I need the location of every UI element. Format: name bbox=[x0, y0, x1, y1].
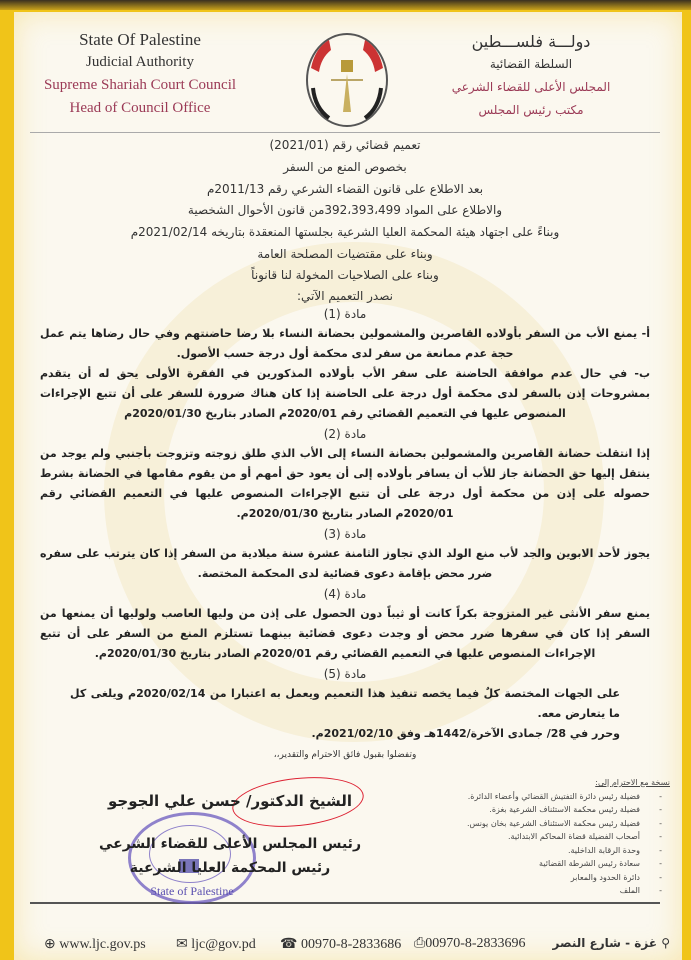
article-paragraph bbox=[40, 324, 650, 364]
article-text-line: درجة على أن تتبع الإجراءات المنصوص عليها في التعميم القضائي رقم 2020/01م الصادر بتاريخ 2020/01/30م. bbox=[40, 487, 455, 520]
article-paragraph bbox=[40, 684, 650, 724]
globe-icon: ⊕ bbox=[44, 937, 60, 952]
header-en-line: State Of Palestine bbox=[79, 30, 201, 49]
location-pin-icon: ⚲ bbox=[657, 936, 670, 950]
cc-item: - فضيلة رئيس محكمة الاستئناف الشرعية بغزة. bbox=[420, 803, 670, 817]
closing-line: وتفضلوا بقبول فائق الاحترام والتقدير،، bbox=[273, 750, 417, 760]
preamble-line: نصدر التعميم الآتي: bbox=[297, 289, 393, 303]
article-text-line: على الجهات المختصة كلٌ فيما يخصه تنفيذ هذا التعميم ويعمل به اعتبارا من 2020/02/14م ويلغى كل ما يتعارض معه. bbox=[70, 687, 621, 720]
article-title: مادة (2) bbox=[323, 427, 367, 441]
preamble-line: وبناء على الصلاحيات المخولة لنا قانوناً bbox=[251, 268, 439, 282]
cc-list bbox=[420, 776, 670, 898]
article-text-line: ب- في حال عدم موافقة الحاضنة على سفر الأب بأولاده المذكورين في الفقرة الأولى يحق له أن يتقدم بمشروحات إذن بالسفر لدى محكمة bbox=[40, 367, 650, 400]
mail-icon: ✉ bbox=[176, 937, 192, 952]
article-paragraph bbox=[40, 364, 650, 424]
article-text-line: دعوى قضائية لدى المحكمة المختصة. bbox=[197, 567, 395, 580]
preamble-line: بعد الاطلاع على قانون القضاء الشرعي رقم 2011/13م bbox=[206, 182, 484, 196]
header-en-line: Head of Council Office bbox=[69, 100, 211, 116]
signatory-name: الشيخ الدكتور/ حسن علي الجوجو bbox=[108, 792, 352, 810]
footer-fax: ⎙00970-8-2833696 bbox=[414, 936, 526, 951]
cc-item: - وحدة الرقابة الداخلية. bbox=[420, 844, 670, 858]
article-paragraph bbox=[40, 544, 650, 584]
article-text-line: سفر لدى محكمة أول درجة حسب الأصول. bbox=[176, 347, 402, 360]
preamble-line: بخصوص المنع من السفر bbox=[283, 160, 407, 174]
header-ar-line: مكتب رئيس المجلس bbox=[478, 103, 584, 117]
header-divider bbox=[30, 132, 660, 133]
article-paragraph bbox=[40, 724, 650, 744]
header-en-line: Judicial Authority bbox=[86, 54, 194, 70]
cc-item: - دائرة الحدود والمعابر bbox=[420, 871, 670, 885]
footer-address: ⚲ غزة - شارع النصر bbox=[552, 936, 670, 950]
footer-email[interactable]: ✉ ljc@gov.pd bbox=[176, 937, 256, 952]
article-paragraph bbox=[40, 444, 650, 524]
preamble-line: وبناءً على اجتهاد هيئة المحكمة العليا الشرعية بجلستها المنعقدة بتاريخه 2021/02/14م bbox=[130, 225, 560, 239]
council-logo bbox=[301, 28, 393, 128]
signatory-title: رئيس المحكمة العليا الشرعية bbox=[129, 860, 331, 876]
article-title: مادة (1) bbox=[323, 307, 367, 321]
footer-website[interactable]: ⊕ www.ljc.gov.ps bbox=[44, 937, 146, 952]
article-text-line: سفرها ضرر محض أو وجدت دعوى قضائية بينهما تستلزم المنع من السفر على أن تتبع الإجراءات المنصوص عليها في التعميم bbox=[40, 627, 596, 660]
header-arabic bbox=[431, 30, 631, 122]
cc-item: - فضيلة رئيس دائرة التفتيش القضائي وأعضاء الدائرة. bbox=[420, 790, 670, 804]
fax-icon: ⎙ bbox=[414, 936, 426, 951]
footer-phone: ☎ 00970-8-2833686 bbox=[280, 937, 402, 952]
header-ar-line: السلطة القضائية bbox=[489, 57, 573, 71]
footer-divider bbox=[30, 902, 660, 904]
cc-item: - أصحاب الفضيلة قضاة المحاكم الابتدائية. bbox=[420, 830, 670, 844]
article-title: مادة (4) bbox=[323, 587, 367, 601]
preamble-line: والاطلاع على المواد 392،393،499من قانون الأحوال الشخصية bbox=[187, 203, 503, 217]
article-paragraph bbox=[40, 604, 650, 664]
header-ar-line: دولـــة فلســـطين bbox=[471, 32, 591, 51]
header-english bbox=[40, 28, 240, 120]
phone-icon: ☎ bbox=[280, 937, 301, 952]
cc-item: - فضيلة رئيس محكمة الاستئناف الشرعية بخان يونس. bbox=[420, 817, 670, 831]
article-text-line: القضائي رقم 2020/01م الصادر بتاريخ 2020/01/30م. bbox=[94, 647, 388, 660]
preamble-line: تعميم قضائي رقم (2021/01) bbox=[269, 138, 421, 152]
cc-item: - سعادة رئيس الشرطة القضائية bbox=[420, 857, 670, 871]
articles bbox=[40, 304, 650, 764]
article-text-line: الصادر بتاريخ 2020/01/30م bbox=[124, 407, 276, 420]
article-text-line: يجوز لأحد الابوين والجد لأب منع الولد الذي تجاوز الثامنة عشرة سنة ميلادية من السفر إذا كان يترتب على سفره ضرر محض بإقامة bbox=[40, 547, 650, 580]
header-en-line: Supreme Shariah Court Council bbox=[43, 77, 237, 93]
photo-edge bbox=[0, 0, 691, 10]
stamp-text: State of Palestine bbox=[150, 884, 234, 898]
article-title: مادة (3) bbox=[323, 527, 367, 541]
article-text-line: يمنع سفر الأنثى غير المتزوجة بكراً كانت أو ثيباً دون الحصول على إذن من وليها العاصب ولوليها أن يمنعها من السفر إذا كان في bbox=[40, 607, 650, 640]
article-text-line: أول درجة على الحاضنة إذا كان هناك ضرورة للسفر على أن تتبع الإجراءات المنصوص عليها في التعميم القضائي رقم 2020/01م bbox=[40, 387, 566, 420]
cc-item: - الملف bbox=[420, 884, 670, 898]
header-ar-line: المجلس الأعلى للقضاء الشرعي bbox=[451, 80, 611, 94]
cc-heading: نسخة مع الاحترام إلى: bbox=[595, 778, 670, 787]
article-text-line: وحرر في 28/ جمادى الآخرة/1442هـ وفق 2021/02/10م. bbox=[311, 727, 620, 740]
article-title: مادة (5) bbox=[323, 667, 367, 681]
signatory-title: رئيس المجلس الأعلى للقضاء الشرعي bbox=[98, 836, 361, 852]
preamble-line: وبناء على مقتضيات المصلحة العامة bbox=[257, 247, 433, 261]
article-text-line: إذا انتقلت حضانة القاصرين والمشمولين بحضانة النساء إلى الأب الذي طلق زوجته وتزوجت بأجنبي ولم يوجد من ينتقل إليها حق bbox=[40, 447, 650, 480]
article-text-line: الحضانة جاز للأب أن يسافر بأولاده إلى أن يعود حق أمهم أو من يقوم مقامها في الحضانة بشرط حصوله على إذن من محكمة أول bbox=[40, 467, 650, 500]
article-text-line: أ- يمنع الأب من السفر بأولاده القاصرين والمشمولين بحضانة النساء بلا رضا حاضنتهم وفي حال رضاها يتم عمل حجة عدم ممانعة من bbox=[40, 327, 650, 360]
